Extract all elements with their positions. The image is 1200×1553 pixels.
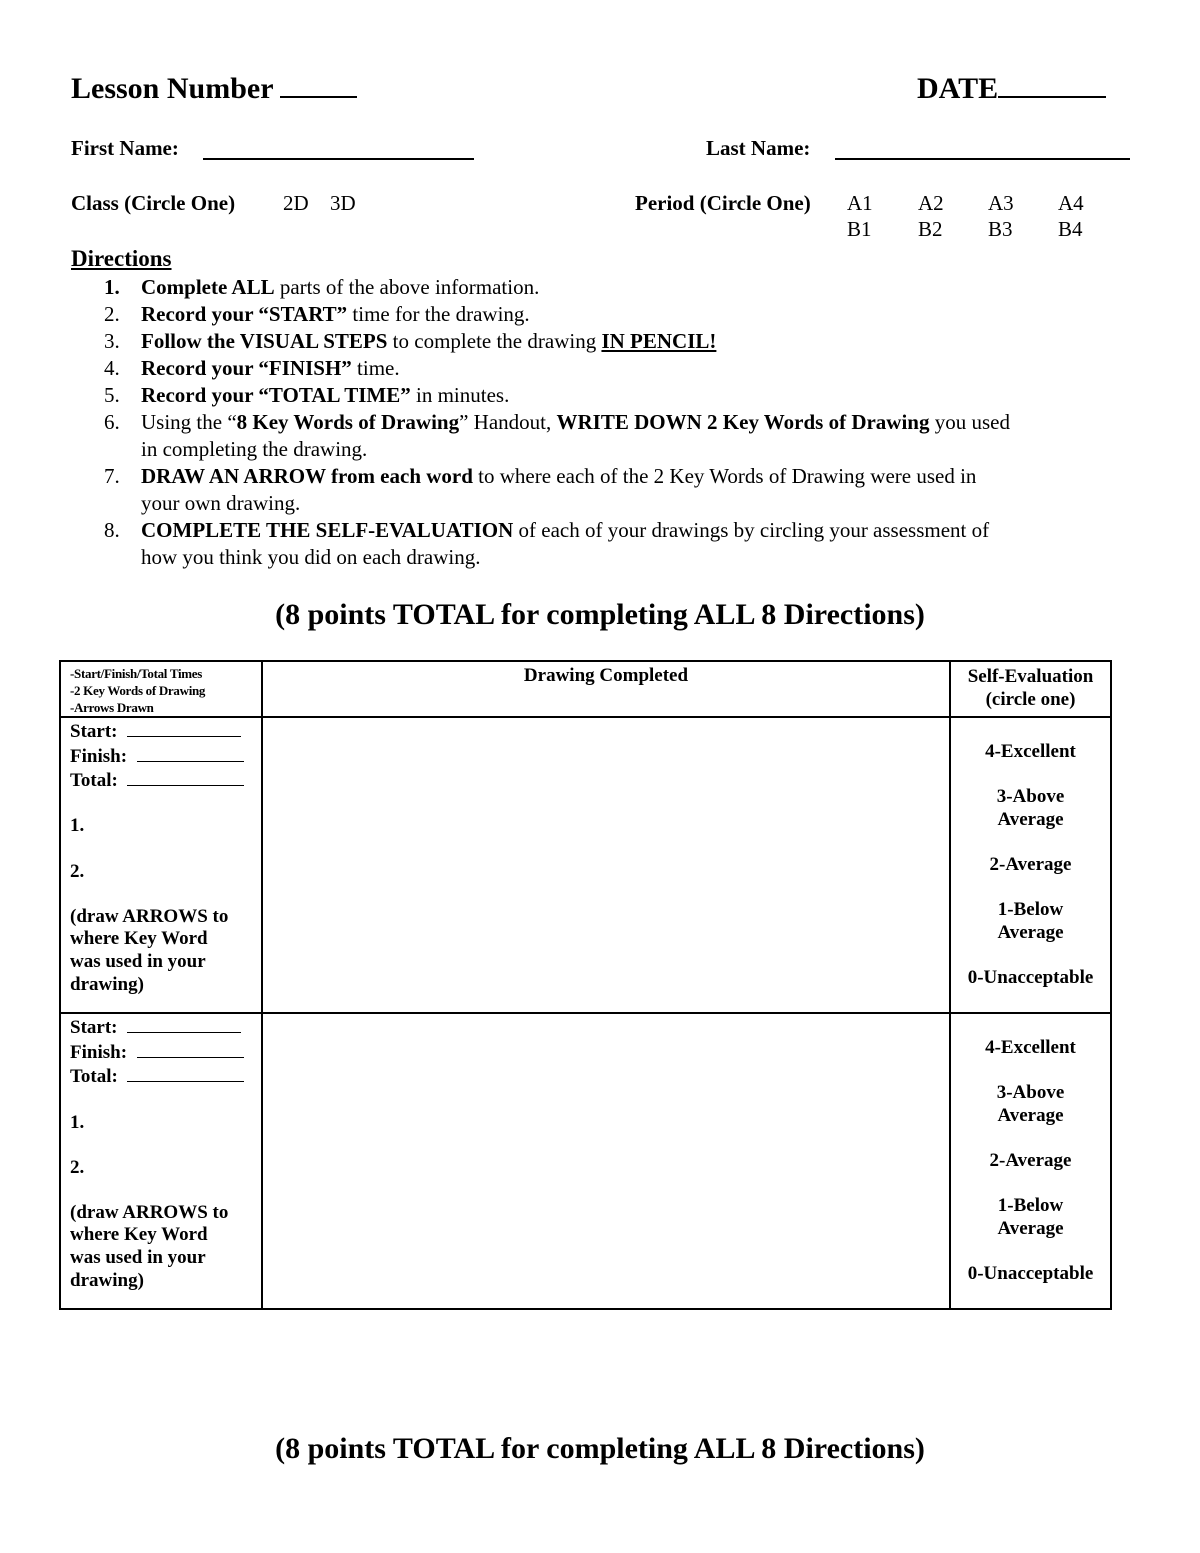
times-keywords-cell <box>60 1013 262 1309</box>
keyword-1-label[interactable]: 1. <box>70 815 85 837</box>
direction-item: 6. Using the “8 Key Words of Drawing” Handout, WRITE DOWN 2 Key Words of Drawing you used in completing the drawing. <box>104 410 1010 461</box>
footer-points-note: (8 points TOTAL for completing ALL 8 Directions) <box>275 1432 925 1465</box>
eval-option-0[interactable]: 0-Unacceptable <box>967 966 1094 988</box>
finish-blank[interactable] <box>137 744 244 762</box>
date-blank[interactable] <box>998 96 1106 98</box>
start-blank[interactable] <box>127 719 241 737</box>
finish-label: Finish: <box>70 745 128 767</box>
period-option-a4[interactable]: A4 <box>1058 191 1084 215</box>
class-option-2d[interactable]: 2D <box>283 191 309 215</box>
self-evaluation-cell <box>950 1013 1111 1309</box>
direction-item: 4. Record your “FINISH” time. <box>104 356 400 380</box>
keyword-2-label[interactable]: 2. <box>70 1156 85 1178</box>
direction-item: 7. DRAW AN ARROW from each word to where each of the 2 Key Words of Drawing were used in your own drawing. <box>104 464 977 515</box>
table-row <box>60 1013 1111 1309</box>
keyword-1-label[interactable]: 1. <box>70 1111 85 1133</box>
first-name-blank[interactable] <box>203 158 474 160</box>
period-option-a3[interactable]: A3 <box>988 191 1014 215</box>
table-row <box>60 717 1111 1013</box>
eval-option-0[interactable]: 0-Unacceptable <box>967 1263 1094 1285</box>
finish-blank[interactable] <box>137 1040 244 1058</box>
lesson-number-blank[interactable] <box>280 96 357 98</box>
total-label: Total: <box>70 770 118 792</box>
direction-item: 8. COMPLETE THE SELF-EVALUATION of each of your drawings by circling your assessment of how you think you did on each drawing. <box>104 518 990 569</box>
lesson-number-label: Lesson Number <box>71 72 357 106</box>
total-label: Total: <box>70 1066 118 1088</box>
class-label: Class (Circle One) <box>71 191 236 215</box>
eval-option-3[interactable]: 3-Above Average <box>996 1082 1065 1126</box>
eval-option-1[interactable]: 1-Below Average <box>997 1195 1064 1239</box>
eval-option-4[interactable]: 4-Excellent <box>985 741 1076 762</box>
class-option-3d[interactable]: 3D <box>330 191 356 215</box>
period-option-b3[interactable]: B3 <box>988 217 1013 241</box>
total-blank[interactable] <box>127 1064 244 1082</box>
period-option-b1[interactable]: B1 <box>847 217 872 241</box>
direction-item: 5. Record your “TOTAL TIME” in minutes. <box>104 383 510 407</box>
direction-item: 1. Complete ALL parts of the above information. <box>104 275 540 299</box>
total-blank[interactable] <box>127 768 244 786</box>
first-name-label: First Name: <box>71 136 179 160</box>
last-name-label: Last Name: <box>706 136 811 160</box>
last-name-blank[interactable] <box>835 158 1130 160</box>
start-label: Start: <box>70 721 118 742</box>
arrows-instruction: (draw ARROWS to where Key Word was used in your drawing) <box>70 1201 229 1291</box>
header-self-evaluation: Self-Evaluation (circle one) <box>950 661 1111 717</box>
table-header-row <box>60 661 1111 717</box>
self-evaluation-cell <box>950 717 1111 1013</box>
period-option-b4[interactable]: B4 <box>1058 217 1083 241</box>
period-option-b2[interactable]: B2 <box>918 217 943 241</box>
period-label: Period (Circle One) <box>635 191 811 215</box>
drawing-area[interactable] <box>262 1013 950 1309</box>
period-option-a1[interactable]: A1 <box>847 191 873 215</box>
direction-item: 2. Record your “START” time for the drawing. <box>104 302 530 326</box>
eval-option-3[interactable]: 3-Above Average <box>996 786 1065 830</box>
finish-label: Finish: <box>70 1041 128 1063</box>
points-note: (8 points TOTAL for completing ALL 8 Directions) <box>275 598 925 631</box>
period-option-a2[interactable]: A2 <box>918 191 944 215</box>
eval-option-4[interactable]: 4-Excellent <box>985 1037 1076 1059</box>
eval-option-2[interactable]: 2-Average <box>989 1150 1072 1172</box>
eval-option-1[interactable]: 1-Below Average <box>997 899 1064 943</box>
times-keywords-cell <box>60 717 262 1013</box>
date-label: DATE <box>917 72 1106 106</box>
keyword-2-label[interactable]: 2. <box>70 860 85 882</box>
header-left-cell: -Start/Finish/Total Times -2 Key Words of Drawing -Arrows Drawn <box>60 661 262 717</box>
header-drawing-completed: Drawing Completed <box>262 661 950 717</box>
arrows-instruction: (draw ARROWS to where Key Word was used in your drawing) <box>70 905 229 995</box>
start-label: Start: <box>70 1017 118 1039</box>
directions-list <box>104 274 1134 571</box>
eval-option-2[interactable]: 2-Average <box>989 853 1072 875</box>
drawing-table <box>59 660 1112 1310</box>
direction-item: 3. Follow the VISUAL STEPS to complete the drawing IN PENCIL! <box>104 329 717 353</box>
start-blank[interactable] <box>127 1015 241 1033</box>
directions-heading: Directions <box>71 246 172 271</box>
drawing-area[interactable] <box>262 717 950 1013</box>
